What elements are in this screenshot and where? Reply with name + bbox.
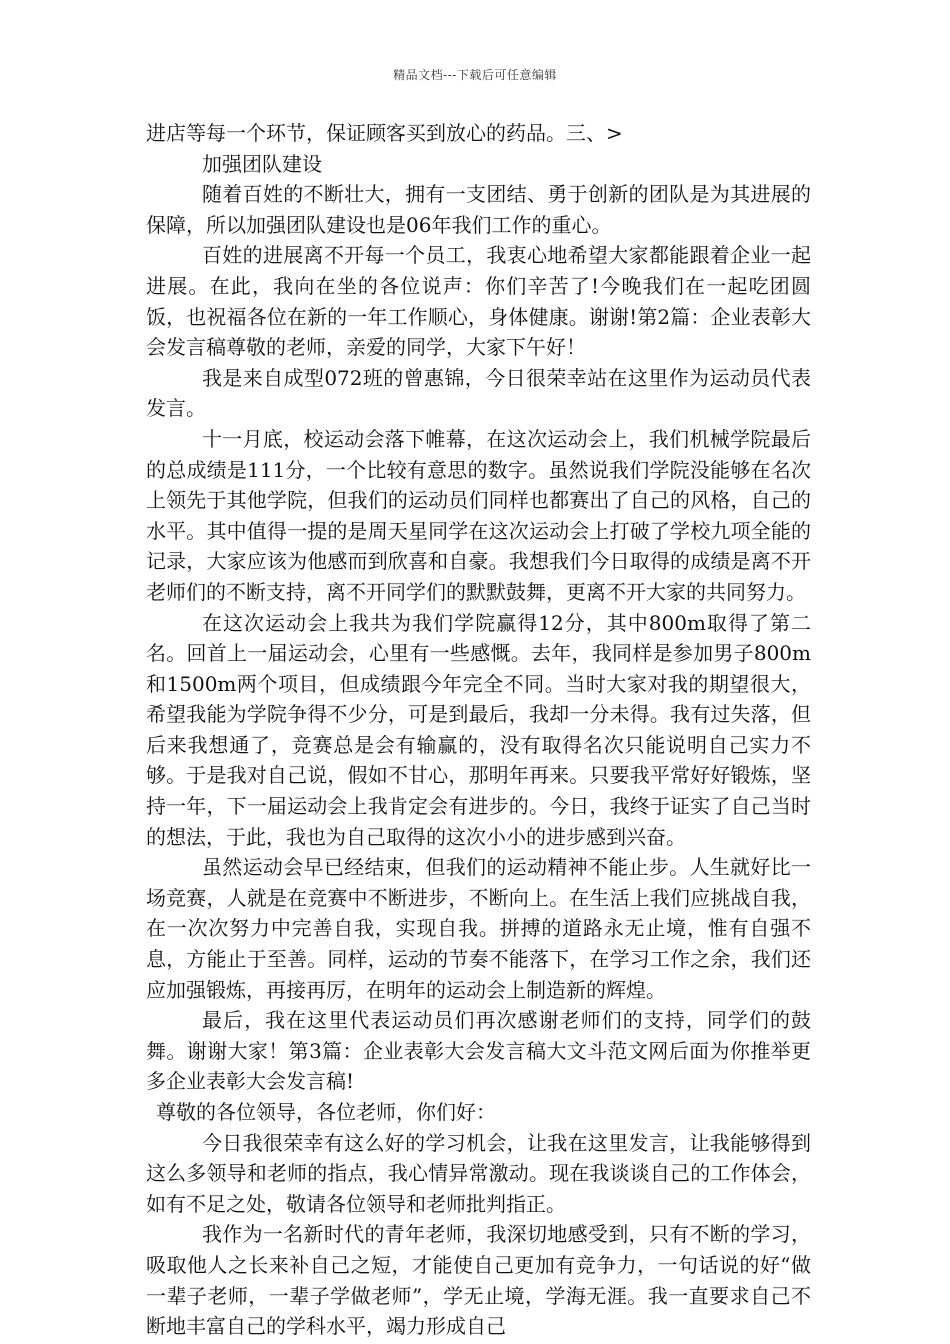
page-header: 精品文档---下载后可任意编辑 <box>393 68 557 82</box>
paragraph: 最后，我在这里代表运动员们再次感谢老师们的支持，同学们的鼓舞。谢谢大家！第3篇：企业表彰大会发言稿大文斗范文网后面为你推举更多企业表彰大会发言稿! <box>146 1008 811 1094</box>
paragraph: 今日我很荣幸有这么好的学习机会，让我在这里发言，让我能够得到这么多领导和老师的指点，我心情异常激动。现在我谈谈自己的工作体会，如有不足之处，敬请各位领导和老师批判指正。 <box>146 1130 811 1216</box>
paragraph: 百姓的进展离不开每一个员工，我衷心地希望大家都能跟着企业一起进展。在此，我向在坐的各位说声：你们辛苦了!今晚我们在一起吃团圆饭，也祝福各位在新的一年工作顺心，身体健康。谢谢!第2篇：企业表彰大会发言稿尊敬的老师，亲爱的同学，大家下午好！ <box>146 243 811 360</box>
paragraph: 十一月底，校运动会落下帷幕，在这次运动会上，我们机械学院最后的总成绩是111分，一个比较有意思的数字。虽然说我们学院没能够在名次上领先于其他学院，但我们的运动员们同样也都赛出了自己的风格，自己的水平。其中值得一提的是周天星同学在这次运动会上打破了学校九项全能的记录，大家应该为他感而到欣喜和自豪。我想我们今日取得的成绩是离不开老师们的不断支持，离不开同学们的默默鼓舞，更离不开大家的共同努力。 <box>146 426 811 604</box>
paragraph: 在这次运动会上我共为我们学院赢得12分，其中800m取得了第二名。回首上一届运动会，心里有一些感慨。去年，我同样是参加男子800m和1500m两个项目，但成绩跟今年完全不同。当时大家对我的期望很大，希望我能为学院争得不少分，可是到最后，我却一分未得。我有过失落，但后来我想通了，竞赛总是会有输赢的，没有取得名次只能说明自己实力不够。于是我对自己说，假如不甘心，那明年再来。只要我平常好好锻炼，坚持一年，下一届运动会上我肯定会有进步的。今日，我终于证实了自己当时的想法，于此，我也为自己取得的这次小小的进步感到兴奋。 <box>146 610 811 849</box>
salutation: 尊敬的各位领导，各位老师，你们好： <box>156 1100 496 1124</box>
section-heading: 加强团队建设 <box>202 151 322 176</box>
paragraph: 我是来自成型072班的曾惠锦，今日很荣幸站在这里作为运动员代表发言。 <box>146 365 811 421</box>
paragraph: 进店等每一个环节，保证顾客买到放心的药品。三、> <box>146 121 623 145</box>
paragraph: 虽然运动会早已经结束，但我们的运动精神不能止步。人生就好比一场竞赛，人就是在竞赛中不断进步，不断向上。在生活上我们应挑战自我，在一次次努力中完善自我，实现自我。拼搏的道路永无止境，惟有自强不息，方能止于至善。同样，运动的节奏不能落下，在学习工作之余，我们还应加强锻炼，再接再厉，在明年的运动会上制造新的辉煌。 <box>146 855 811 1002</box>
document-body <box>146 118 811 1342</box>
paragraph: 随着百姓的不断壮大，拥有一支团结、勇于创新的团队是为其进展的保障，所以加强团队建设也是06年我们工作的重心。 <box>146 182 811 237</box>
paragraph: 我作为一名新时代的青年老师，我深切地感受到，只有不断的学习，吸取他人之长来补自己之短，才能使自己更加有竞争力，一句话说的好“做一辈子老师，一辈子学做老师”，学无止境，学海无涯。我一直要求自己不断地丰富自己的学科水平，竭力形成自己 <box>146 1222 811 1339</box>
